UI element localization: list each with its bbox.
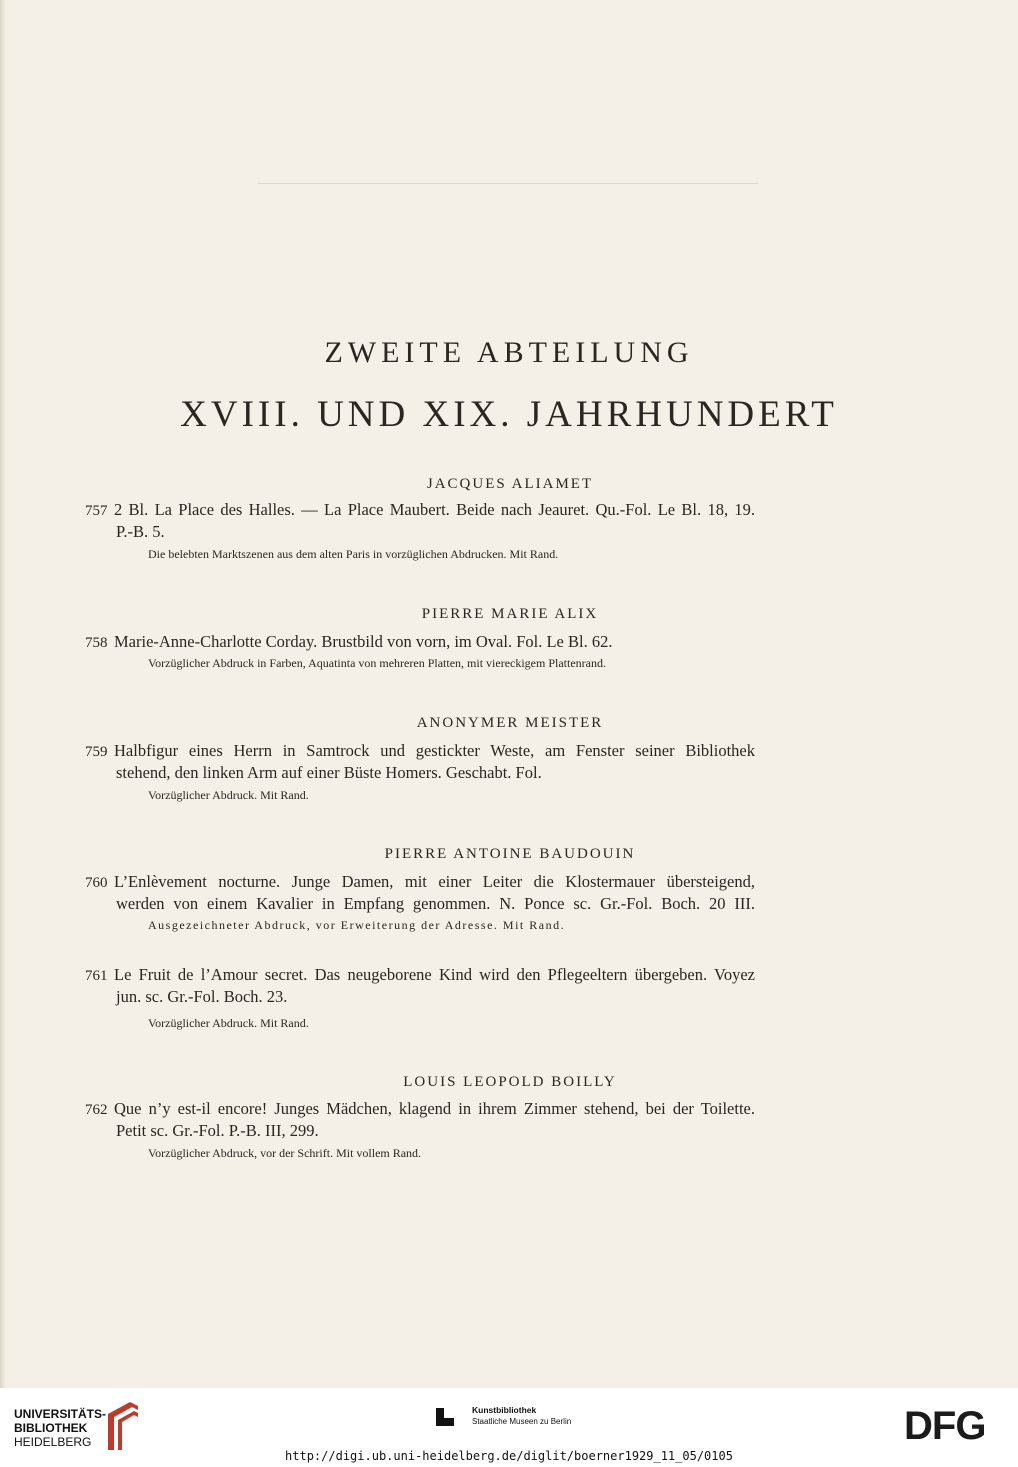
partner-name-line1: Kunstbibliothek [472,1405,537,1415]
partner-name-line2: Staatliche Museen zu Berlin [472,1417,572,1426]
entry-text: werden von einem Kavalier in Empfang genommen. N. Ponce sc. Gr.-Fol. Boch. 20 III. [116,893,755,913]
entry-text: Le Fruit de l’Amour secret. Das neugeborene Kind wird den Pflegeeltern übergeben. Voyez [114,965,755,984]
entry-note: Ausgezeichneter Abdruck, vor Erweiterung der Adresse. Mit Rand. [148,918,566,932]
entry-number: 762 [85,1102,108,1118]
section-title: ZWEITE ABTEILUNG [324,336,694,369]
entry-text: Petit sc. Gr.-Fol. P.-B. III, 299. [116,1120,319,1140]
entry-number: 761 [85,968,108,984]
artist-heading: ANONYMER MEISTER [416,715,604,731]
catalog-entry [85,965,755,1007]
entry-text: Que n’y est-il encore! Junges Mädchen, klagend in ihrem Zimmer stehend, bei der Toilette. [114,1099,755,1118]
entry-text: P.-B. 5. [116,521,165,541]
library-name[interactable] [14,1407,106,1449]
library-name-line3: HEIDELBERG [14,1435,92,1449]
entry-number: 760 [85,875,108,891]
entry-text: Marie-Anne-Charlotte Corday. Brustbild von vorn, im Oval. Fol. Le Bl. 62. [114,632,613,651]
period-title: XVIII. UND XIX. JAHRHUNDERT [180,394,838,435]
catalog-entry [85,1099,755,1141]
entry-text: jun. sc. Gr.-Fol. Boch. 23. [116,986,288,1006]
entry-note: Vorzüglicher Abdruck. Mit Rand. [148,788,309,802]
entry-text: 2 Bl. La Place des Halles. — La Place Maubert. Beide nach Jeauret. Qu.-Fol. Le Bl. 18, 19. [114,500,755,519]
artist-heading: PIERRE ANTOINE BAUDOUIN [384,846,636,862]
entry-text: Halbfigur eines Herrn in Samtrock und gestickter Weste, am Fenster seiner Bibliothek [114,741,755,760]
entry-note: Vorzüglicher Abdruck in Farben, Aquatinta von mehreren Platten, mit viereckigem Plattenrand. [148,656,606,670]
entry-text: stehend, den linken Arm auf einer Büste Homers. Geschabt. Fol. [116,762,542,782]
kunstbibliothek-logo-icon [434,1406,456,1428]
entry-text: L’Enlèvement nocturne. Junge Damen, mit einer Leiter die Klostermauer übersteigend, [114,872,755,891]
page-edge-shadow [0,0,6,1388]
catalog-entry [85,872,755,914]
entry-number: 759 [85,744,108,760]
artist-heading: LOUIS LEOPOLD BOILLY [403,1074,617,1090]
catalog-entry [85,632,755,654]
heidelberg-library-logo-icon[interactable] [104,1400,140,1454]
entry-note: Vorzüglicher Abdruck. Mit Rand. [148,1016,309,1030]
entry-note: Die belebten Marktszenen aus dem alten Paris in vorzüglichen Abdrucken. Mit Rand. [148,547,559,561]
entry-number: 757 [85,503,108,519]
catalog-entry [85,741,755,783]
show-through-rule [258,183,758,184]
artist-heading: JACQUES ALIAMET [426,476,594,492]
partner-name [472,1405,571,1427]
dfg-logo[interactable]: DFG [904,1404,986,1448]
artist-heading: PIERRE MARIE ALIX [421,606,599,622]
library-name-line1: UNIVERSITÄTS- [14,1407,107,1421]
library-name-line2: BIBLIOTHEK [14,1421,88,1435]
permalink-url[interactable]: http://digi.ub.uni-heidelberg.de/diglit/boerner1929_11_05/0105 [285,1449,733,1463]
catalog-entry [85,500,755,542]
entry-number: 758 [85,635,108,651]
entry-note: Vorzüglicher Abdruck, vor der Schrift. Mit vollem Rand. [148,1146,422,1160]
